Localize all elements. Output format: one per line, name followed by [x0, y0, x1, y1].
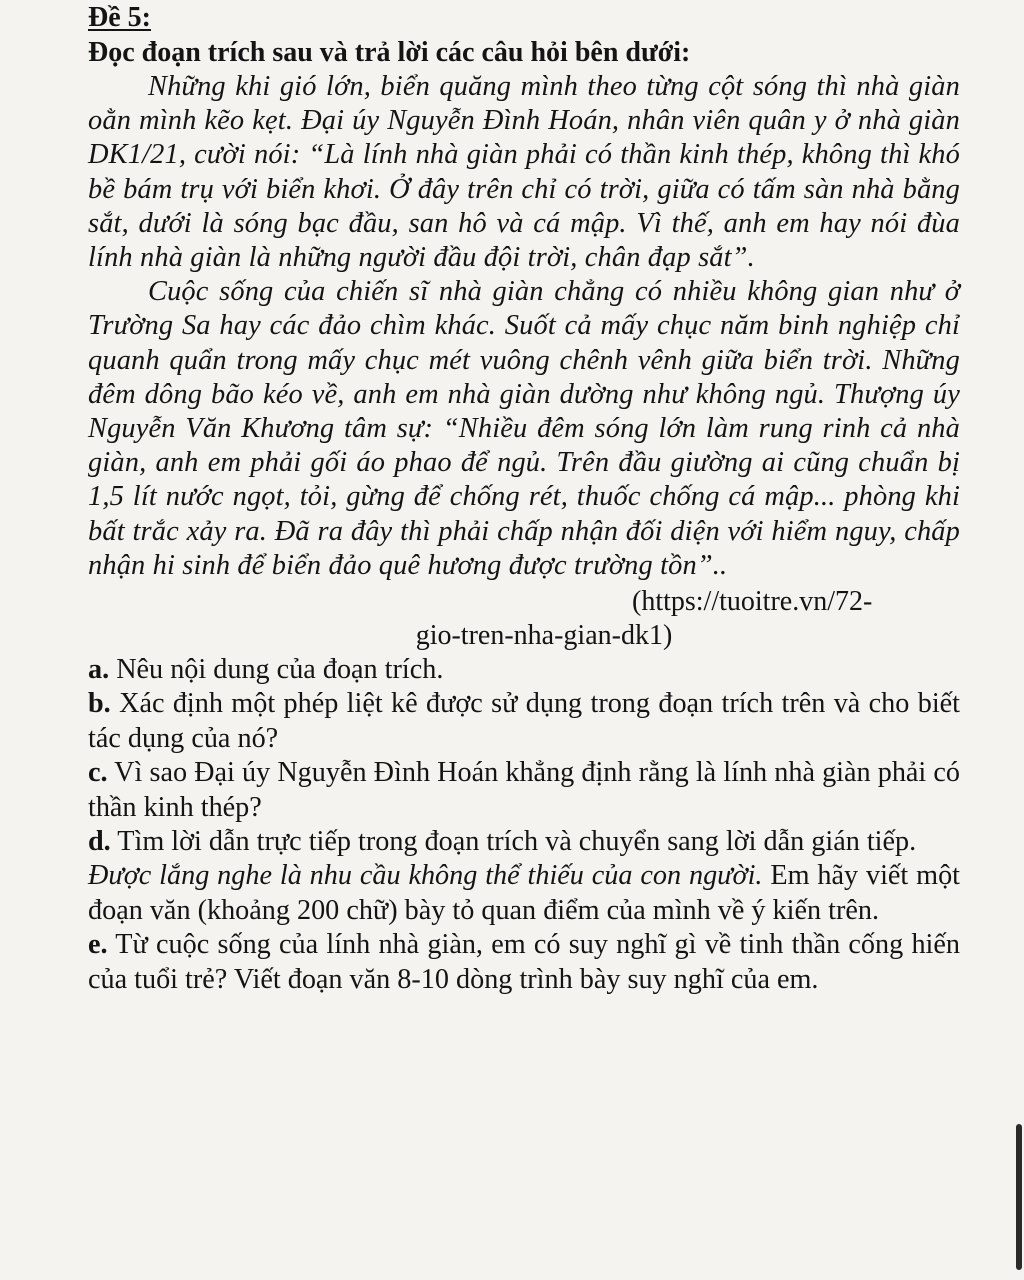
question-text: Từ cuộc sống của lính nhà giàn, em có suy nghĩ gì về tinh thần cống hiến của tuổi trẻ? Viết đoạn văn 8-10 dòng trình bày suy nghĩ của em. [88, 929, 960, 995]
essay-instruction: Em hãy viết một đoạn văn (khoảng 200 chữ) bày tỏ quan điểm của mình về ý kiến trên. [88, 860, 960, 926]
passage-paragraph-2: Cuộc sống của chiến sĩ nhà giàn chẳng có nhiều không gian như ở Trường Sa hay các đảo chìm khác. Suốt cả mấy chục năm binh nghiệp chỉ quanh quẩn trong mấy chục mét vuông chênh vênh giữa biển trời. Những đêm dông bão kéo về, anh em nhà giàn dường như không ngủ. Thượng úy Nguyễn Văn Khương tâm sự: “Nhiều đêm sóng lớn làm rung rinh cả nhà giàn, anh em phải gối áo phao để ngủ. Trên đầu giường ai cũng chuẩn bị 1,5 lít nước ngọt, tỏi, gừng để chống rét, thuốc chống cá mập... phòng khi bất trắc xảy ra. Đã ra đây thì phải chấp nhận đối diện với hiểm nguy, chấp nhận hi sinh để biển đảo quê hương được trường tồn”.. [88, 276, 960, 581]
scrollbar[interactable] [1014, 0, 1024, 1280]
question-text: Xác định một phép liệt kê được sử dụng trong đoạn trích trên và cho biết tác dụng của nó? [88, 688, 960, 754]
scrollbar-thumb[interactable] [1016, 1124, 1022, 1270]
question-e [88, 928, 960, 997]
question-text: Vì sao Đại úy Nguyễn Đình Hoán khẳng định rằng là lính nhà giàn phải có thần kinh thép? [88, 757, 960, 823]
reading-instruction: Đọc đoạn trích sau và trả lời các câu hỏi bên dưới: [88, 37, 691, 68]
essay-prompt [88, 859, 960, 928]
source-citation [88, 585, 960, 653]
question-a [88, 653, 960, 687]
reading-passage [88, 70, 960, 583]
question-text: Tìm lời dẫn trực tiếp trong đoạn trích và chuyển sang lời dẫn gián tiếp. [110, 826, 917, 858]
question-c [88, 756, 960, 825]
question-label: a. [88, 654, 110, 686]
source-line-2: gio-tren-nha-gian-dk1) [415, 620, 673, 652]
question-label: b. [88, 688, 111, 720]
question-d [88, 825, 960, 859]
question-b [88, 687, 960, 756]
question-label: d. [88, 826, 111, 858]
question-text: Nêu nội dung của đoạn trích. [109, 654, 444, 686]
essay-statement: Được lắng nghe là nhu cầu không thể thiếu của con người. [88, 860, 763, 892]
passage-paragraph-1: Những khi gió lớn, biển quăng mình theo từng cột sóng thì nhà giàn oằn mình kẽo kẹt. Đại úy Nguyễn Đình Hoán, nhân viên quân y ở nhà giàn DK1/21, cười nói: “Là lính nhà giàn phải có thần kinh thép, không thì khó bề bám trụ với biển khơi. Ở đây trên chỉ có trời, giữa có tấm sàn nhà bằng sắt, dưới là sóng bạc đầu, san hô và cá mập. Vì thế, anh em hay nói đùa lính nhà giàn là những người đầu đội trời, chân đạp sắt”. [88, 71, 960, 274]
document-content [88, 2, 960, 997]
exam-label: Đề 5: [88, 2, 151, 33]
question-label: e. [88, 929, 108, 961]
source-line-1: (https://tuoitre.vn/72- [632, 586, 873, 618]
question-label: c. [88, 757, 108, 789]
